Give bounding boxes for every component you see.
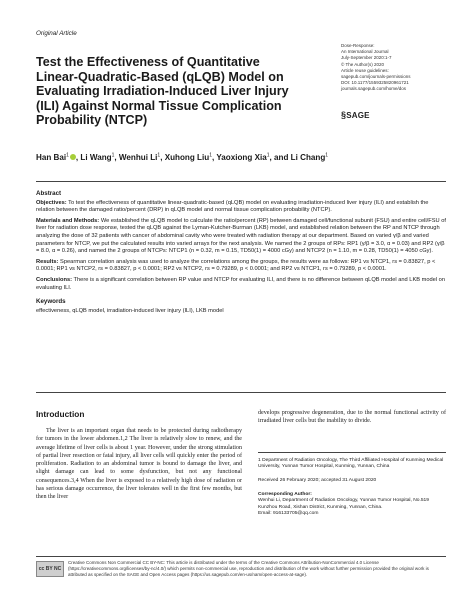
author-list: Han Bai$^1$ , Li Wang$^1$, Wenhui Li$^1$, Xuhong Liu$^1$, Yaoxiong Xia$^1$, and Li Chang$^1$ [36, 152, 329, 162]
results-text: Spearman correlation analysis was used to analyze the correlations among the groups, the results were as follows: RP1 vs NTCP1, rs = 0.83827, p < 0.0001; RP1 vs NTCP2, rs = 0.83827, p < 0.0001; RP2 vs NTCP2, rs = 0.79289, p < 0.0001; and RP2 vs NTCP1, rs = 0.79289, p < 0.0001. [36, 258, 436, 273]
divider-bottom [36, 392, 446, 393]
journal-issue: July-September 2020:1-7 [341, 55, 392, 61]
journal-copyright: © The Author(s) 2020 [341, 61, 385, 67]
keywords-heading: Keywords [36, 298, 66, 306]
corresponding-author [258, 492, 446, 518]
article-title: Test the Effectiveness of Quantitative Linear-Quadratic-Based (qLQB) Model on Evaluating Irradiation-Induced Liver Injury (ILI) Against Normal Tissue Complication Probability (NTCP) [36, 55, 289, 128]
journal-doi[interactable]: DOI: 10.1177/1559325820961721 [341, 80, 409, 86]
abstract-conclusions [36, 277, 446, 292]
corresponding-email[interactable]: Email: 916133705@qq.com [258, 511, 319, 517]
keywords-text: effectiveness, qLQB model, irradiation-induced liver injury (ILI), LKB model [36, 307, 224, 314]
objectives-text: To test the effectiveness of quantitative linear-quadratic-based (qLQB) model on evaluating irradiation-induced liver injury (ILI) and establish the relation between the damaged ratio/percent (DRP) in qLQB model and normal tissue complication probability (NTCP). [36, 199, 429, 214]
abstract-results [36, 259, 446, 274]
license-text: Creative Commons Non Commercial CC BY-NC: This article is distributed under the terms of the Creative Commons Attribution-NonCommercial 4.0 License (https://creativecommons.org/licenses/by-nc/4.0/) which permits non-commercial use, reproduction and distribution of the work without further permission provided the original work is attributed as specified on the SAGE and Open Access pages (https://us.sagepub.com/en-us/nam/open-access-at-sage). [68, 560, 429, 577]
introduction-right-column: develops progressive degeneration, due to the normal functional activity of irradiated liver cells but the inability to divide. [258, 410, 446, 425]
results-label: Results: [36, 258, 59, 265]
author-name: Li Wang [80, 153, 112, 162]
author-affiliation-marker: 1 [157, 152, 161, 159]
author-affiliation-marker: 1 [325, 152, 329, 159]
author-name: Han Bai [36, 153, 67, 162]
journal-info [341, 43, 451, 93]
author-name: Wenhui Li [118, 153, 158, 162]
methods-label: Materials and Methods: [36, 217, 100, 224]
objectives-label: Objectives: [36, 199, 67, 206]
sage-s-icon: § [341, 110, 347, 120]
abstract-objectives [36, 200, 446, 215]
cc-license-icon: cc BY NC [36, 561, 64, 577]
author-name: Li Chang [290, 153, 326, 162]
conclusions-text: There is a significant correlation between RP value and NTCP for evaluating ILI, and there is no difference between qLQB model and LKB model on evaluating ILI. [36, 276, 446, 291]
author-name: Yaoxiong Xia [216, 153, 267, 162]
introduction-left-column: The liver is an important organ that needs to be protected during radiotherapy for tumors in the lower abdomen.1,2 The liver is relatively slow to renew, and the average lifetime of liver cells is about 1 year. However, under the strong stimulation of partial liver resection or fatal injury, all liver cells will quickly enter the period of proliferation. Radiation to an abdominal tumor is bound to damage the liver, and slight damage can lead to some dysfunction, but not any functional consequences.3,4 When the liver is exposed to a relatively high dose of radiation or has serious damage occurrence, the liver tolerates well in the first few months, but then the liver [36, 428, 242, 501]
corresponding-label: Corresponding Author: [258, 492, 312, 497]
abstract-section [36, 190, 446, 318]
divider-affiliation [258, 452, 446, 453]
author-affiliation-marker: 1 [111, 152, 115, 159]
abstract-heading: Abstract [36, 190, 62, 197]
sage-logo [341, 110, 370, 120]
introduction-heading: Introduction [36, 409, 85, 419]
author-affiliation-marker: 1 [66, 152, 69, 159]
journal-name: Dose-Response: [341, 43, 375, 48]
author-name: Xuhong Liu [164, 153, 210, 162]
journal-reuse-link[interactable]: sagepub.com/journals-permissions [341, 74, 411, 80]
article-type-label: Original Article [36, 30, 77, 37]
author-affiliation-marker: 1 [209, 152, 212, 159]
author-affiliation-marker: 1 [266, 152, 270, 159]
methods-text: We established the qLQB model to calculate the ratio/percent (RP) between damaged cell/functional subunit (FSU) and entire cell/FSU of liver for radiation dose response, tested the qLQB against the Lyman-Kutcher-Burman (LKB) model, and established relation between the RP and NTCP through analyzing the dose of 32 patients with cancer of abdominal cavity who were treated with radiation therapy at our department. Based on varied γ/β and varied parameters for NTCP, we put the calculated results into varied arrays for the next analysis. We named the 2 groups of RPs: RP1 (γ/β = 3.0, α = 0.03) and RP2 (γ/β = 8.0, α = 0.26), and named the 2 groups of NTCPs: NTCP1 (n = 0.32, m = 0.15, TD50(1) = 4000 cGy) and NTCP2 (n = 1.10, m = 0.28, TD50(1) = 4050 cGy). [36, 217, 446, 255]
journal-url[interactable]: journals.sagepub.com/home/dos [341, 86, 407, 92]
divider-top [36, 181, 446, 182]
journal-reuse: Article reuse guidelines: [341, 67, 389, 73]
sage-logo-text: SAGE [346, 111, 370, 120]
journal-subtitle: An International Journal [341, 49, 389, 55]
divider-footer [36, 556, 446, 557]
corresponding-text: Wenhui Li, Department of Radiation Oncology, Yunnan Tumor Hospital, No.519 Kunzhou Road, Xishan District, Kunming, Yunnan, China. [258, 498, 429, 510]
received-dates: Received 26 February 2020; accepted 31 August 2020 [258, 478, 377, 483]
abstract-methods [36, 218, 446, 256]
orcid-icon[interactable] [70, 154, 76, 160]
conclusions-label: Conclusions: [36, 276, 73, 283]
affiliation: 1 Department of Radiation Oncology, The Third Affiliated Hospital of Kunming Medical University, Yunnan Tumor Hospital, Kunming, Yunnan, China [258, 458, 444, 470]
